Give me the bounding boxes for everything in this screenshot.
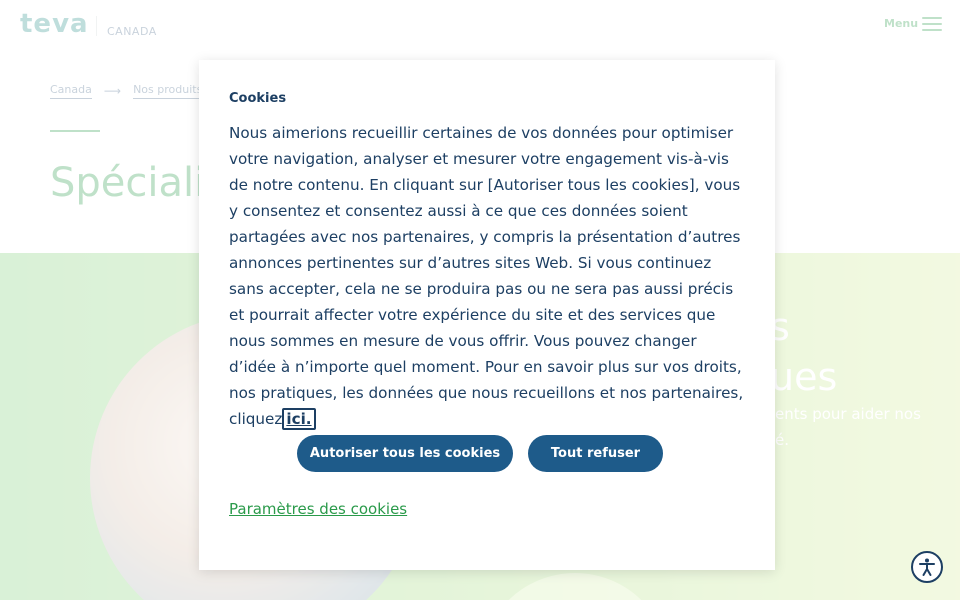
accept-all-cookies-button[interactable]: Autoriser tous les cookies [297, 435, 513, 472]
cookie-settings-link[interactable]: Paramètres des cookies [229, 500, 408, 518]
accessibility-icon[interactable] [911, 551, 943, 583]
privacy-link[interactable]: ici. [282, 408, 315, 430]
accessibility-glyph [916, 556, 938, 578]
cookie-dialog-text: Nous aimerions recueillir certaines de vos données pour optimiser votre navigation, analyser et mesurer votre engagement vis-à-vis de notre contenu. En cliquant sur [Autoriser tous les cookies], vous y consentez et consentez aussi à ce que ces données soient partagées avec nos partenaires, y compris la présentation d’autres annonces pertinentes sur d’autres sites Web. Si vous continuez sans accepter, cela ne se produira pas ou ne sera pas aussi précis et pourrait affecter votre expérience du site et des services que nous sommes en mesure de vous offrir. Vous pouvez changer d’idée à n’importe quel moment. Pour en savoir plus sur vos droits, nos pratiques, les données que nous recueillons et nos partenaires, cliquez [229, 124, 744, 428]
cookie-dialog-title: Cookies [229, 91, 287, 106]
refuse-all-button[interactable]: Tout refuser [528, 435, 663, 472]
cookie-dialog-body [229, 120, 745, 432]
cookie-consent-dialog [199, 60, 775, 570]
